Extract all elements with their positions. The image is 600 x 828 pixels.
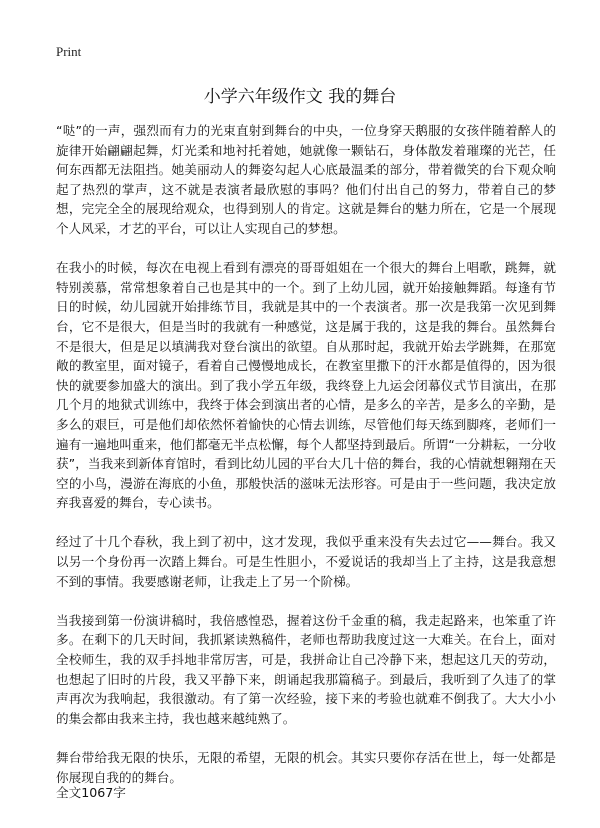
paragraph-1: “哒”的一声，强烈而有力的光束直射到舞台的中央，一位身穿天鹅服的女孩伴随着醉人的旋律开始翩翩起舞，灯光柔和地衬托着她，她就像一颗钻石，身体散发着璀璨的光芒，任何东西都无法阻挡。她美丽动人的舞姿勾起人心底最温柔的部分，带着微笑的台下观众响起了热烈的掌声，这不就是表演者最欣慰的事吗？他们付出自己的努力，带着自己的梦想，完完全全的展现给观众，也得到别人的肯定。这就是舞台的魅力所在，它是一个展现个人风采，才艺的平台，可以让人实现自己的梦想。: [56, 123, 556, 236]
article-body: [56, 121, 556, 807]
paragraph-2: 在我小的时候，每次在电视上看到有漂亮的哥哥姐姐在一个很大的舞台上唱歌，跳舞，就特别羡慕，常常想象着自己也是其中的一个。到了上幼儿园，就开始接触舞蹈。每逢有节日的时候，幼儿园就开始排练节目，我就是其中的一个表演者。那一次是我第一次见到舞台，它不是很大，但是当时的我就有一种感觉，这是属于我的，这是我的舞台。虽然舞台不是很大，但是足以填满我对登台演出的欲望。自从那时起，我就开始去学跳舞，在那宽敞的教室里，面对镜子，看着自己慢慢地成长，在教室里撒下的汗水都是值得的，因为很快的就要参加盛大的演出。到了我小学五年级，我终登上九运会闭幕仪式节目演出，在那几个月的地狱式训练中，我终于体会到演出者的心情，是多么的辛苦，是多么的辛勤，是多么的艰巨，可是他们却依然怀着愉快的心情去训练，尽管他们每天练到脚疼，老师们一遍有一遍地叫重来，他们都毫无半点松懈，每个人都坚持到最后。所谓“一分耕耘，一分收获”，当我来到新体育馆时，看到比幼儿园的平台大几十倍的舞台，我的心情就想翱翔在天空的小鸟，漫游在海底的小鱼，那般快活的滋味无法形容。可是由于一些问题，我决定放弃我喜爱的舞台，专心读书。: [56, 260, 556, 511]
word-count: 全文1067字: [56, 785, 126, 800]
paragraph-3: 经过了十几个春秋，我上到了初中，这才发现，我似乎重来没有失去过它——舞台。我又以另一个身份再一次踏上舞台。可是生性胆小，不爱说话的我却当上了主持，这是我意想不到的事情。我要感谢老师，让我走上了另一个阶梯。: [56, 534, 556, 589]
page-title: 小学六年级作文 我的舞台: [203, 87, 397, 107]
print-link[interactable]: Print: [56, 44, 82, 59]
paragraph-5: 舞台带给我无限的快乐，无限的希望，无限的机会。其实只要你存活在世上，每一处都是你展现自我的的舞台。: [56, 750, 556, 785]
paragraph-4: 当我接到第一份演讲稿时，我倍感惶恐，握着这份千金重的稿，我走起路来，也笨重了许多。在剩下的几天时间，我抓紧读熟稿件，老师也帮助我度过这一大难关。在台上，面对全校师生，我的双手抖地非常厉害，可是，我拼命让自己冷静下来，想起这几天的劳动，也想起了旧时的片段，我又平静下来，朗诵起我那篇稿子。到最后，我听到了久违了的掌声再次为我响起，我很激动。有了第一次经验，接下来的考验也就难不倒我了。大大小小的集会都由我来主持，我也越来越纯熟了。: [56, 612, 556, 726]
